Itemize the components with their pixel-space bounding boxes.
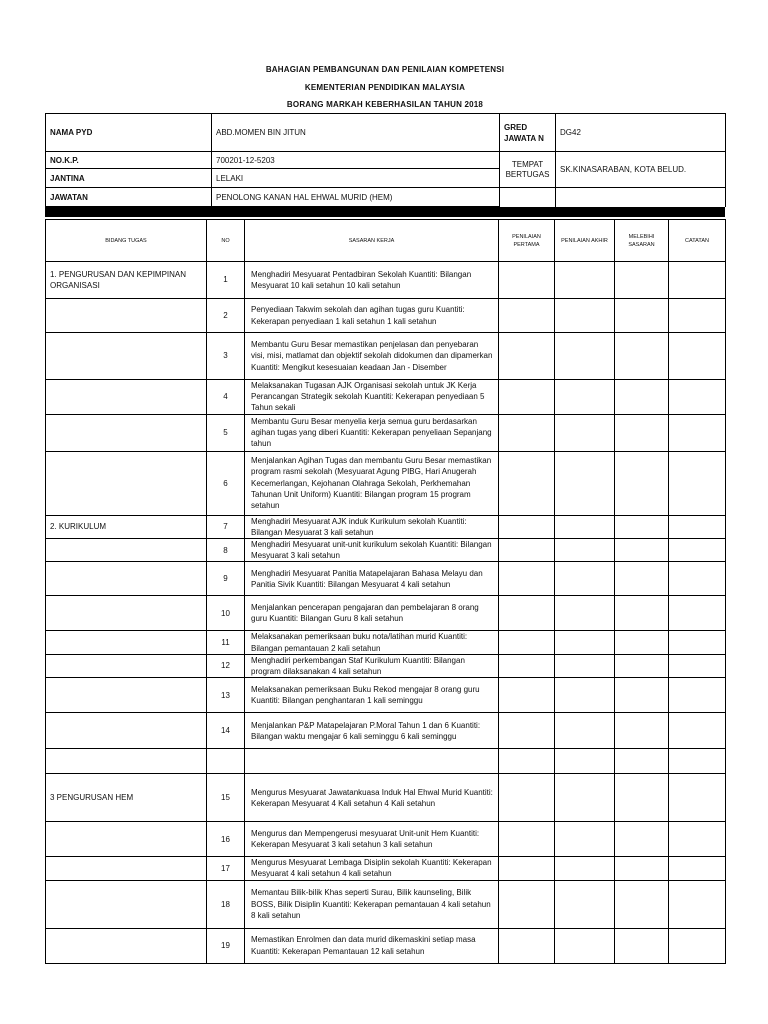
jantina-value: LELAKI bbox=[212, 169, 500, 188]
sasaran-cell: Memantau Bilik-bilik Khas seperti Surau, Bilik kaunseling, Bilik BOSS, Bilik Disiplin Kuantiti: Kekerapan pemantauan 4 kali setahun 8 kali setahun bbox=[245, 880, 499, 928]
no-cell: 18 bbox=[207, 880, 245, 928]
no-cell: 3 bbox=[207, 333, 245, 380]
col-sasaran-header: SASARAN KERJA bbox=[245, 220, 499, 262]
empty-cell bbox=[556, 188, 726, 207]
bidang-cell bbox=[46, 631, 207, 654]
bidang-cell bbox=[46, 678, 207, 713]
jawatan-label: JAWATAN bbox=[46, 188, 212, 207]
table-row bbox=[46, 654, 726, 677]
no-cell: 9 bbox=[207, 562, 245, 596]
penilaian-pertama-cell bbox=[499, 928, 555, 963]
penilaian-pertama-cell bbox=[499, 631, 555, 654]
bidang-cell bbox=[46, 822, 207, 857]
table-row bbox=[46, 857, 726, 880]
sasaran-cell: Menghadiri perkembangan Staf Kurikulum Kuantiti: Bilangan program dilaksanakan 4 kali setahun bbox=[245, 654, 499, 677]
no-cell: 13 bbox=[207, 678, 245, 713]
melebihi-sasaran-cell bbox=[615, 822, 669, 857]
col-akhir-header: PENILAIAN AKHIR bbox=[555, 220, 615, 262]
table-row bbox=[46, 515, 726, 538]
penilaian-akhir-cell bbox=[555, 562, 615, 596]
sasaran-cell: Penyediaan Takwim sekolah dan agihan tugas guru Kuantiti: Kekerapan penyediaan 1 kali setahun 1 kali setahun bbox=[245, 299, 499, 333]
penilaian-akhir-cell bbox=[555, 774, 615, 822]
table-row bbox=[46, 451, 726, 515]
penilaian-akhir-cell bbox=[555, 451, 615, 515]
sasaran-cell: Memastikan Enrolmen dan data murid dikemaskini setiap masa Kuantiti: Kekerapan Pemantauan 12 kali setahun bbox=[245, 928, 499, 963]
col-melebihi-header: MELEBIHI SASARAN bbox=[615, 220, 669, 262]
sasaran-cell: Mengurus dan Mempengerusi mesyuarat Unit-unit Hem Kuantiti: Kekerapan Mesyuarat 3 kali setahun 3 kali setahun bbox=[245, 822, 499, 857]
no-cell: 8 bbox=[207, 539, 245, 562]
gred-value: DG42 bbox=[556, 114, 726, 152]
penilaian-akhir-cell bbox=[555, 631, 615, 654]
sasaran-cell: Menjalankan pencerapan pengajaran dan pembelajaran 8 orang guru Kuantiti: Bilangan Guru 8 kali setahun bbox=[245, 596, 499, 631]
penilaian-pertama-cell bbox=[499, 880, 555, 928]
form-header-line-3: BORANG MARKAH KEBERHASILAN TAHUN 2018 bbox=[286, 100, 484, 109]
bidang-cell bbox=[46, 596, 207, 631]
bidang-cell: 2. KURIKULUM bbox=[46, 515, 207, 538]
penilaian-pertama-cell bbox=[499, 654, 555, 677]
penilaian-akhir-cell bbox=[555, 299, 615, 333]
bidang-cell bbox=[46, 654, 207, 677]
bidang-cell: 3 PENGURUSAN HEM bbox=[46, 774, 207, 822]
melebihi-sasaran-cell bbox=[615, 596, 669, 631]
jawatan-value: PENOLONG KANAN HAL EHWAL MURID (HEM) bbox=[212, 188, 500, 207]
empty-cell bbox=[500, 188, 556, 207]
no-cell: 15 bbox=[207, 774, 245, 822]
catatan-cell bbox=[669, 928, 726, 963]
col-catatan-header: CATATAN bbox=[669, 220, 726, 262]
nokp-value: 700201-12-5203 bbox=[212, 152, 500, 169]
melebihi-sasaran-cell bbox=[615, 333, 669, 380]
penilaian-akhir-cell bbox=[555, 713, 615, 749]
catatan-cell bbox=[669, 774, 726, 822]
sasaran-cell: Mengurus Mesyuarat Lembaga Disiplin sekolah Kuantiti: Kekerapan Mesyuarat 4 kali setahun 4 kali setahun bbox=[245, 857, 499, 880]
no-cell: 19 bbox=[207, 928, 245, 963]
no-cell: 1 bbox=[207, 262, 245, 299]
no-cell bbox=[207, 749, 245, 774]
bidang-cell bbox=[46, 562, 207, 596]
sasaran-cell bbox=[245, 749, 499, 774]
penilaian-pertama-cell bbox=[499, 562, 555, 596]
tempat-value: SK.KINASARABAN, KOTA BELUD. bbox=[556, 152, 726, 188]
info-table bbox=[45, 113, 726, 207]
nama-label: NAMA PYD bbox=[46, 114, 212, 152]
sasaran-cell: Menghadiri Mesyuarat AJK induk Kurikulum sekolah Kuantiti: Bilangan Mesyuarat 3 kali setahun bbox=[245, 515, 499, 538]
penilaian-pertama-cell bbox=[499, 822, 555, 857]
bidang-cell: 1. PENGURUSAN DAN KEPIMPINAN ORGANISASI bbox=[46, 262, 207, 299]
bidang-cell bbox=[46, 380, 207, 415]
melebihi-sasaran-cell bbox=[615, 880, 669, 928]
penilaian-akhir-cell bbox=[555, 380, 615, 415]
penilaian-akhir-cell bbox=[555, 262, 615, 299]
penilaian-akhir-cell bbox=[555, 333, 615, 380]
no-cell: 14 bbox=[207, 713, 245, 749]
melebihi-sasaran-cell bbox=[615, 749, 669, 774]
penilaian-pertama-cell bbox=[499, 515, 555, 538]
penilaian-akhir-cell bbox=[555, 928, 615, 963]
catatan-cell bbox=[669, 414, 726, 451]
catatan-cell bbox=[669, 262, 726, 299]
penilaian-pertama-cell bbox=[499, 749, 555, 774]
penilaian-akhir-cell bbox=[555, 822, 615, 857]
col-no-header: NO bbox=[207, 220, 245, 262]
melebihi-sasaran-cell bbox=[615, 380, 669, 415]
bidang-cell bbox=[46, 749, 207, 774]
separator-bar bbox=[45, 207, 725, 217]
table-row bbox=[46, 596, 726, 631]
catatan-cell bbox=[669, 539, 726, 562]
bidang-cell bbox=[46, 539, 207, 562]
bidang-cell bbox=[46, 880, 207, 928]
no-cell: 2 bbox=[207, 299, 245, 333]
sasaran-cell: Melaksanakan pemeriksaan buku nota/latihan murid Kuantiti: Bilangan pemantauan 2 kali setahun bbox=[245, 631, 499, 654]
melebihi-sasaran-cell bbox=[615, 928, 669, 963]
table-row bbox=[46, 380, 726, 415]
table-row bbox=[46, 749, 726, 774]
table-row bbox=[46, 822, 726, 857]
penilaian-pertama-cell bbox=[499, 713, 555, 749]
melebihi-sasaran-cell bbox=[615, 654, 669, 677]
penilaian-akhir-cell bbox=[555, 414, 615, 451]
tempat-label: TEMPAT BERTUGAS bbox=[500, 152, 556, 188]
penilaian-akhir-cell bbox=[555, 654, 615, 677]
catatan-cell bbox=[669, 596, 726, 631]
penilaian-pertama-cell bbox=[499, 333, 555, 380]
table-row bbox=[46, 333, 726, 380]
melebihi-sasaran-cell bbox=[615, 515, 669, 538]
sasaran-cell: Membantu Guru Besar memastikan penjelasan dan penyebaran visi, misi, matlamat dan objektif sekolah didokumen dan dipamerkan Kuantiti: Mengikut kesesuaian keadaan Jan - Disember bbox=[245, 333, 499, 380]
melebihi-sasaran-cell bbox=[615, 414, 669, 451]
col-pertama-header: PENILAIAN PERTAMA bbox=[499, 220, 555, 262]
gred-label: GRED JAWATA N bbox=[500, 114, 556, 152]
melebihi-sasaran-cell bbox=[615, 713, 669, 749]
table-row bbox=[46, 262, 726, 299]
penilaian-pertama-cell bbox=[499, 857, 555, 880]
form-header-line-2: KEMENTERIAN PENDIDIKAN MALAYSIA bbox=[304, 83, 466, 92]
table-row bbox=[46, 928, 726, 963]
penilaian-akhir-cell bbox=[555, 596, 615, 631]
sasaran-cell: Menghadiri Mesyuarat Pentadbiran Sekolah Kuantiti: Bilangan Mesyuarat 10 kali setahun 10 kali setahun bbox=[245, 262, 499, 299]
catatan-cell bbox=[669, 333, 726, 380]
table-row bbox=[46, 299, 726, 333]
sasaran-cell: Menghadiri Mesyuarat unit-unit kurikulum sekolah Kuantiti: Bilangan Mesyuarat 3 kali setahun bbox=[245, 539, 499, 562]
penilaian-pertama-cell bbox=[499, 678, 555, 713]
catatan-cell bbox=[669, 631, 726, 654]
table-row bbox=[46, 713, 726, 749]
sasaran-cell: Melaksanakan pemeriksaan Buku Rekod mengajar 8 orang guru Kuantiti: Bilangan penghantaran 1 kali seminggu bbox=[245, 678, 499, 713]
sasaran-cell: Melaksanakan Tugasan AJK Organisasi sekolah untuk JK Kerja Perancangan Strategik sekolah Kuantiti: Kekerapan penyediaan 5 Tahun sekali bbox=[245, 380, 499, 415]
melebihi-sasaran-cell bbox=[615, 631, 669, 654]
table-row bbox=[46, 774, 726, 822]
penilaian-akhir-cell bbox=[555, 880, 615, 928]
jantina-label: JANTINA bbox=[46, 169, 212, 188]
melebihi-sasaran-cell bbox=[615, 774, 669, 822]
melebihi-sasaran-cell bbox=[615, 678, 669, 713]
penilaian-pertama-cell bbox=[499, 774, 555, 822]
no-cell: 6 bbox=[207, 451, 245, 515]
penilaian-pertama-cell bbox=[499, 596, 555, 631]
penilaian-pertama-cell bbox=[499, 262, 555, 299]
penilaian-pertama-cell bbox=[499, 299, 555, 333]
sasaran-cell: Menjalankan P&P Matapelajaran P.Moral Tahun 1 dan 6 Kuantiti: Bilangan waktu mengajar 6 kali seminggu 6 kali seminggu bbox=[245, 713, 499, 749]
no-cell: 16 bbox=[207, 822, 245, 857]
penilaian-akhir-cell bbox=[555, 515, 615, 538]
melebihi-sasaran-cell bbox=[615, 262, 669, 299]
sasaran-cell: Menghadiri Mesyuarat Panitia Matapelajaran Bahasa Melayu dan Panitia Sivik Kuantiti: Bilangan Mesyuarat 4 kali setahun bbox=[245, 562, 499, 596]
form-header-line-1: BAHAGIAN PEMBANGUNAN DAN PENILAIAN KOMPETENSI bbox=[265, 65, 505, 74]
catatan-cell bbox=[669, 515, 726, 538]
catatan-cell bbox=[669, 857, 726, 880]
table-row bbox=[46, 562, 726, 596]
no-cell: 5 bbox=[207, 414, 245, 451]
penilaian-akhir-cell bbox=[555, 749, 615, 774]
penilaian-pertama-cell bbox=[499, 451, 555, 515]
catatan-cell bbox=[669, 713, 726, 749]
table-header-row bbox=[46, 220, 726, 262]
table-row bbox=[46, 631, 726, 654]
catatan-cell bbox=[669, 822, 726, 857]
sasaran-cell: Mengurus Mesyuarat Jawatankuasa Induk Hal Ehwal Murid Kuantiti: Kekerapan Mesyuarat 4 Kali setahun 4 Kali setahun bbox=[245, 774, 499, 822]
melebihi-sasaran-cell bbox=[615, 539, 669, 562]
no-cell: 7 bbox=[207, 515, 245, 538]
melebihi-sasaran-cell bbox=[615, 299, 669, 333]
target-table bbox=[45, 219, 726, 964]
penilaian-akhir-cell bbox=[555, 539, 615, 562]
catatan-cell bbox=[669, 654, 726, 677]
no-cell: 12 bbox=[207, 654, 245, 677]
no-cell: 4 bbox=[207, 380, 245, 415]
catatan-cell bbox=[669, 562, 726, 596]
catatan-cell bbox=[669, 299, 726, 333]
col-bidang-header: BIDANG TUGAS bbox=[46, 220, 207, 262]
penilaian-akhir-cell bbox=[555, 857, 615, 880]
sasaran-cell: Membantu Guru Besar menyelia kerja semua guru berdasarkan agihan tugas yang diberi Kuantiti: Kekerapan penyeliaan Sepanjang tahun bbox=[245, 414, 499, 451]
penilaian-pertama-cell bbox=[499, 539, 555, 562]
sasaran-cell: Menjalankan Agihan Tugas dan membantu Guru Besar memastikan program rasmi sekolah (Mesyuarat Agung PIBG, Hari Anugerah Kecemerlangan, Kejohanan Olahraga Sekolah, Perkhemahan Tahunan Unit Uniform) Kuantiti: Bilangan program 15 program setahun bbox=[245, 451, 499, 515]
nokp-label: NO.K.P. bbox=[46, 152, 212, 169]
bidang-cell bbox=[46, 333, 207, 380]
melebihi-sasaran-cell bbox=[615, 857, 669, 880]
catatan-cell bbox=[669, 880, 726, 928]
table-row bbox=[46, 880, 726, 928]
no-cell: 11 bbox=[207, 631, 245, 654]
bidang-cell bbox=[46, 299, 207, 333]
penilaian-pertama-cell bbox=[499, 414, 555, 451]
no-cell: 17 bbox=[207, 857, 245, 880]
bidang-cell bbox=[46, 451, 207, 515]
table-row bbox=[46, 539, 726, 562]
catatan-cell bbox=[669, 678, 726, 713]
no-cell: 10 bbox=[207, 596, 245, 631]
nama-value: ABD.MOMEN BIN JITUN bbox=[212, 114, 500, 152]
table-row bbox=[46, 678, 726, 713]
melebihi-sasaran-cell bbox=[615, 562, 669, 596]
bidang-cell bbox=[46, 713, 207, 749]
catatan-cell bbox=[669, 451, 726, 515]
catatan-cell bbox=[669, 749, 726, 774]
bidang-cell bbox=[46, 414, 207, 451]
melebihi-sasaran-cell bbox=[615, 451, 669, 515]
penilaian-akhir-cell bbox=[555, 678, 615, 713]
bidang-cell bbox=[46, 857, 207, 880]
table-row bbox=[46, 414, 726, 451]
bidang-cell bbox=[46, 928, 207, 963]
penilaian-pertama-cell bbox=[499, 380, 555, 415]
catatan-cell bbox=[669, 380, 726, 415]
